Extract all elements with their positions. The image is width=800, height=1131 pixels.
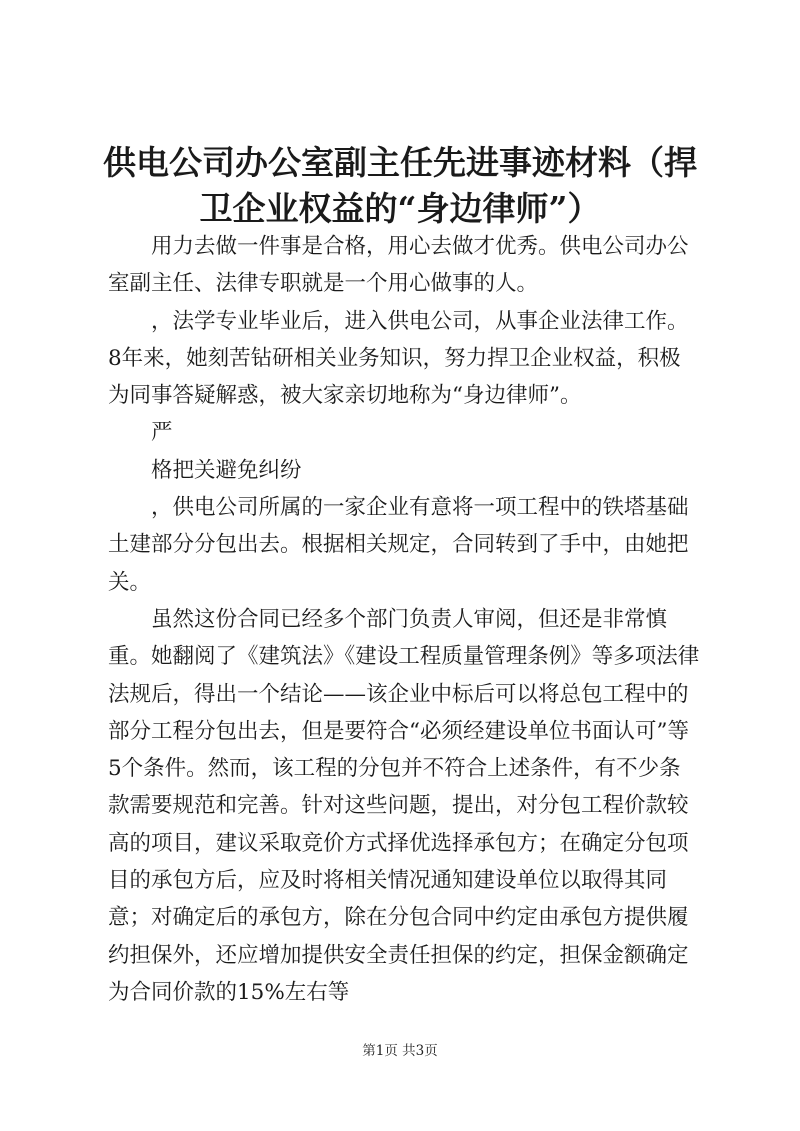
document-title: 供电公司办公室副主任先进事迹材料（捍卫企业权益的“身边律师”） xyxy=(103,143,697,228)
paragraph: 用力去做一件事是合格，用心去做才优秀。供电公司办公室副主任、法律专职就是一个用心做事的人。 xyxy=(108,234,689,297)
paragraph: 虽然这份合同已经多个部门负责人审阅，但还是非常慎重。她翻阅了《建筑法》《建设工程质量管理条例》等多项法律法规后，得出一个结论——该企业中标后可以将总包工程中的部分工程分包出去，但是要符合“必须经建设单位书面认可”等5个条件。然而，该工程的分包并不符合上述条件，有不少条款需要规范和完善。针对这些问题，提出，对分包工程价款较高的项目，建议采取竞价方式择优选择承包方；在确定分包项目的承包方后，应及时将相关情况通知建设单位以取得其同意；对确定后的承包方，除在分包合同中约定由承包方提供履约担保外，还应增加提供安全责任担保的约定，担保金额确定为合同价款的15%左右等 xyxy=(108,606,700,1005)
page-footer: 第1页 共3页 xyxy=(362,1043,438,1059)
paragraph: ，法学专业毕业后，进入供电公司，从事企业法律工作。8年来，她刻苦钻研相关业务知识，努力捍卫企业权益，积极为同事答疑解惑，被大家亲切地称为“身边律师”。 xyxy=(108,308,689,409)
section-heading: 格把关避免纠纷 xyxy=(151,457,302,483)
document-body xyxy=(108,228,702,1011)
paragraph: ，供电公司所属的一家企业有意将一项工程中的铁塔基础土建部分分包出去。根据相关规定，合同转到了手中，由她把关。 xyxy=(108,495,689,595)
paragraph: 严 xyxy=(151,420,173,446)
